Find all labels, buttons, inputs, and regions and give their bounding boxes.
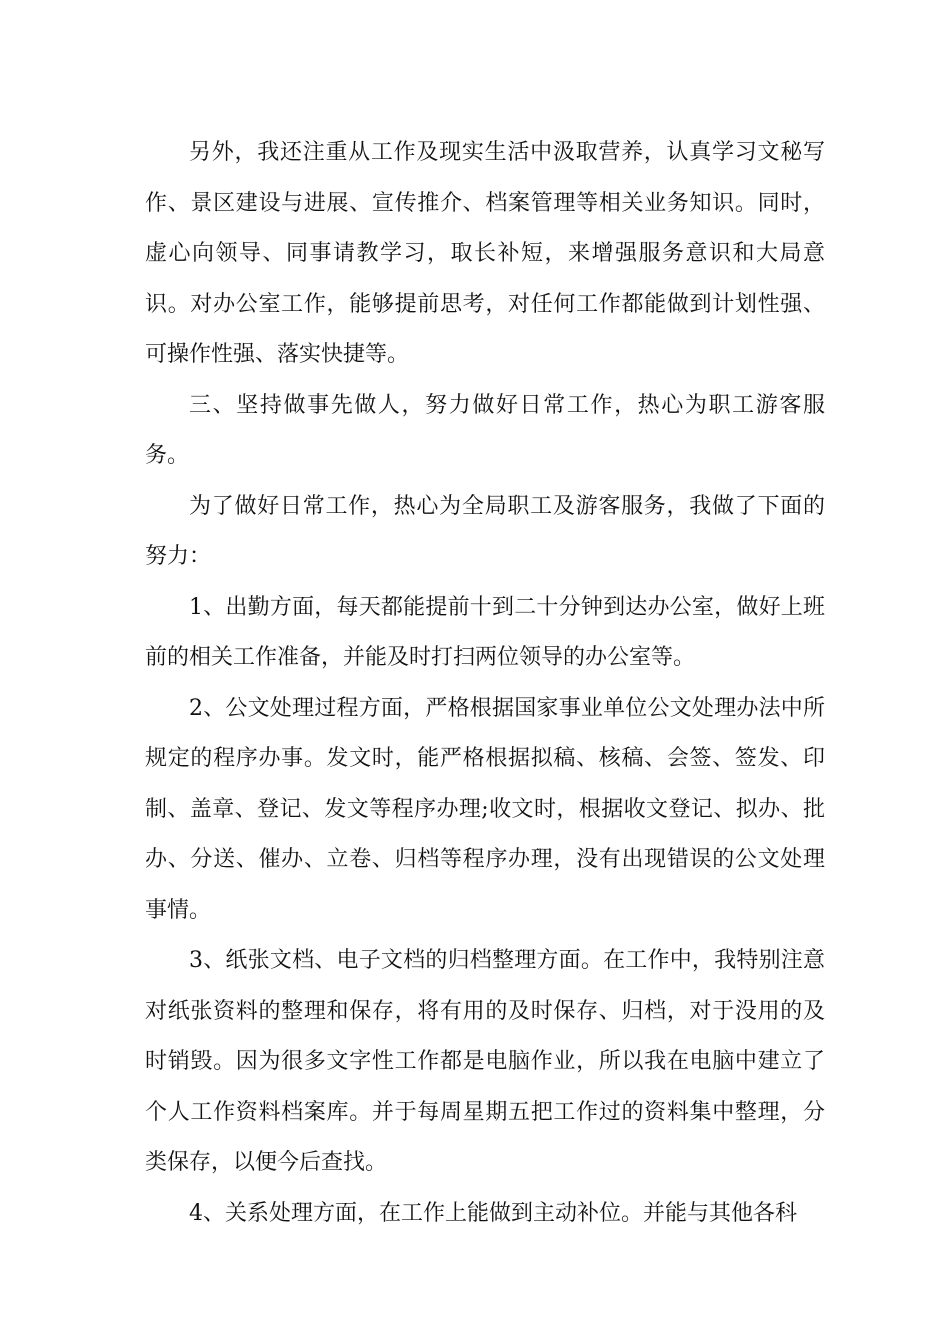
paragraph-item-document-processing: 2、公文处理过程方面，严格根据国家事业单位公文处理办法中所规定的程序办事。发文时，能严格根据拟稿、核稿、会签、签发、印制、盖章、登记、发文等程序办理;收文时，根据收文登记、拟办、批办、分送、催办、立卷、归档等程序办理，没有出现错误的公文处理事情。 <box>145 695 825 923</box>
document-body <box>145 128 825 1239</box>
paragraph-item-archiving: 3、纸张文档、电子文档的归档整理方面。在工作中，我特别注意对纸张资料的整理和保存，将有用的及时保存、归档，对于没用的及时销毁。因为很多文字性工作都是电脑作业，所以我在电脑中建立了个人工作资料档案库。并于每周星期五把工作过的资料集中整理，分类保存，以便今后查找。 <box>145 948 825 1175</box>
paragraph-self-study: 另外，我还注重从工作及现实生活中汲取营养，认真学习文秘写作、景区建设与进展、宣传推介、档案管理等相关业务知识。同时，虚心向领导、同事请教学习，取长补短，来增强服务意识和大局意识。对办公室工作，能够提前思考，对任何工作都能做到计划性强、可操作性强、落实快捷等。 <box>145 140 825 367</box>
paragraph-item-relations: 4、关系处理方面，在工作上能做到主动补位。并能与其他各科 <box>189 1200 797 1226</box>
paragraph-daily-work-intro: 为了做好日常工作，热心为全局职工及游客服务，我做了下面的努力： <box>145 493 825 569</box>
paragraph-section-three-heading: 三、坚持做事先做人，努力做好日常工作，热心为职工游客服务。 <box>145 392 825 468</box>
paragraph-item-attendance: 1、出勤方面，每天都能提前十到二十分钟到达办公室，做好上班前的相关工作准备，并能及时打扫两位领导的办公室等。 <box>145 594 825 670</box>
